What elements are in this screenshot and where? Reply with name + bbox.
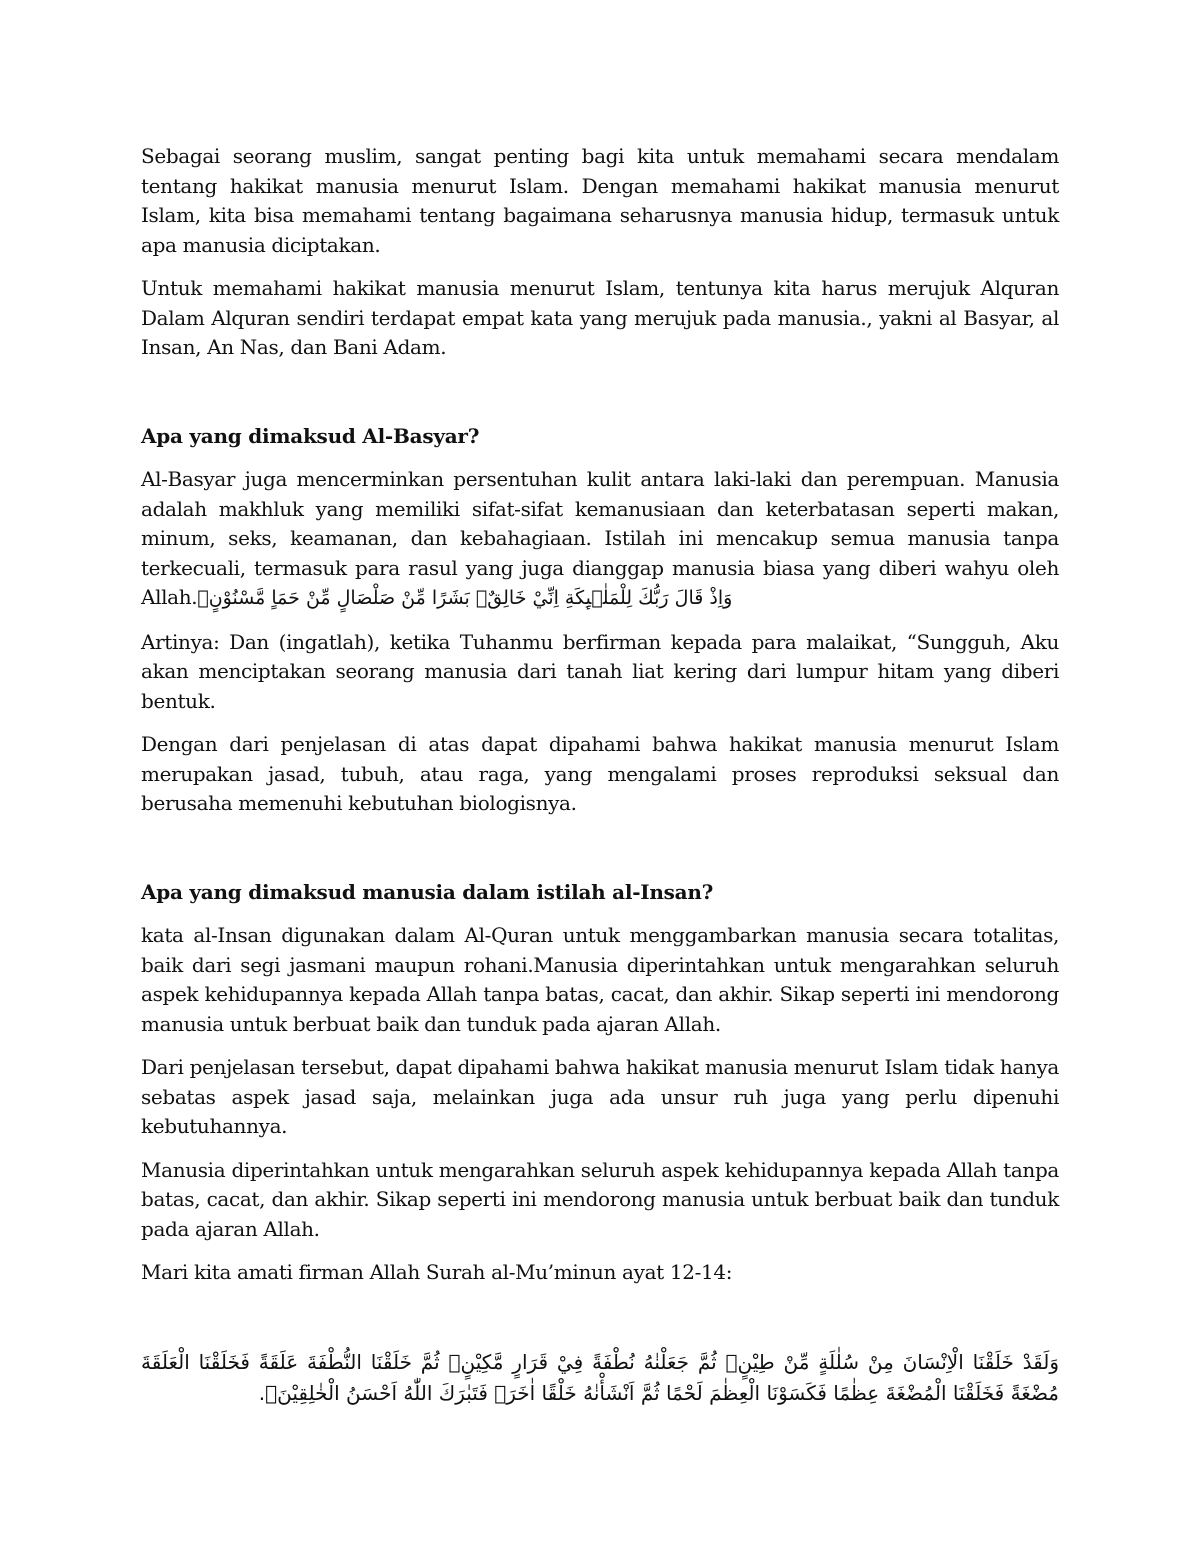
paragraph-spacer <box>141 614 1059 628</box>
al-basyar-text: Al-Basyar juga mencerminkan persentuhan kulit antara laki-laki dan perempuan. Manusia adalah makhluk yang memiliki sifat-sifat kemanusiaan dan keterbatasan seperti makan, minum, seks, keamanan, dan kebahagiaan. Istilah ini mencakup semua manusia tanpa terkecuali, termasuk para rasul yang juga dianggap manusia biasa yang diberi wahyu oleh Allah. <box>141 467 1059 609</box>
al-muminun-verse-arabic: وَلَقَدْ خَلَقْنَا الْاِنْسَانَ مِنْ سُلٰلَةٍ مِّنْ طِيْنٍۚ ثُمَّ جَعَلْنٰهُ نُطْفَةً فِيْ قَرَارٍ مَّكِيْنٍۖ ثُمَّ خَلَقْنَا النُّطْفَةَ عَلَقَةً فَخَلَقْنَا الْعَلَقَةَ مُضْغَةً فَخَلَقْنَا الْمُضْغَةَ عِظٰمًا فَكَسَوْنَا الْعِظٰمَ لَحْمًا ثُمَّ اَنْشَأْنٰهُ خَلْقًا اٰخَرَۗ فَتَبٰرَكَ اللّٰهُ اَحْسَنُ الْخٰلِقِيْنَۗ. <box>141 1349 1059 1405</box>
heading-al-insan: Apa yang dimaksud manusia dalam istilah al-Insan? <box>141 879 714 904</box>
paragraph-spacer <box>141 1039 1059 1053</box>
intro-paragraph: Sebagai seorang muslim, sangat penting bagi kita untuk memahami secara mendalam tentang hakikat manusia menurut Islam. Dengan memahami hakikat manusia menurut Islam, kita bisa memahami tentang bagaimana seharusnya manusia hidup, termasuk untuk apa manusia diciptakan. <box>141 144 1059 257</box>
alquran-terms-paragraph: Untuk memahami hakikat manusia menurut Islam, tentunya kita harus merujuk Alquran Dalam Alquran sendiri terdapat empat kata yang merujuk pada manusia., yakni al Basyar, al Insan, An Nas, dan Bani Adam. <box>141 276 1059 359</box>
al-insan-explanation-paragraph: Dari penjelasan tersebut, dapat dipahami bahwa hakikat manusia menurut Islam tidak hanya sebatas aspek jasad saja, melainkan juga ada unsur ruh juga yang perlu dipenuhi kebutuhannya. <box>141 1055 1059 1138</box>
paragraph-spacer <box>141 1142 1059 1156</box>
al-basyar-conclusion-paragraph: Dengan dari penjelasan di atas dapat dipahami bahwa hakikat manusia menurut Islam merupakan jasad, tubuh, atau raga, yang mengalami proses reproduksi seksual dan berusaha memenuhi kebutuhan biologisnya. <box>141 732 1059 815</box>
al-insan-guidance-paragraph: Manusia diperintahkan untuk mengarahkan seluruh aspek kehidupannya kepada Allah tanpa batas, cacat, dan akhir. Sikap seperti ini mendorong manusia untuk berbuat baik dan tunduk pada ajaran Allah. <box>141 1157 1059 1241</box>
document-page <box>141 142 1059 1409</box>
paragraph-spacer <box>141 716 1059 730</box>
paragraph-spacer <box>141 260 1059 274</box>
translation-paragraph: Artinya: Dan (ingatlah), ketika Tuhanmu berfirman kepada para malaikat, “Sungguh, Aku akan menciptakan seorang manusia dari tanah liat kering dari lumpur hitam yang diberi bentuk. <box>141 629 1059 713</box>
surah-reference-paragraph: Mari kita amati firman Allah Surah al-Mu’minun ayat 12-14: <box>141 1260 733 1284</box>
al-basyar-paragraph <box>141 465 1059 614</box>
paragraph-spacer <box>141 907 1059 921</box>
heading-al-basyar: Apa yang dimaksud Al-Basyar? <box>141 423 480 448</box>
section-spacer <box>141 819 1059 878</box>
section-spacer <box>141 363 1059 422</box>
paragraph-spacer <box>141 1244 1059 1258</box>
al-hijr-verse-arabic: وَاِذْ قَالَ رَبُّكَ لِلْمَلٰۤىِٕكَةِ اِنِّيْ خَالِقٌۢ بَشَرًا مِّنْ صَلْصَالٍ مِّنْ حَمَاٍ مَّسْنُوْنٍۚ <box>197 587 733 609</box>
al-insan-paragraph: kata al-Insan digunakan dalam Al-Quran untuk menggambarkan manusia secara totalitas, baik dari segi jasmani maupun rohani.Manusia diperintahkan untuk mengarahkan seluruh aspek kehidupannya kepada Allah tanpa batas, cacat, dan akhir. Sikap seperti ini mendorong manusia untuk berbuat baik dan tunduk pada ajaran Allah. <box>141 923 1059 1036</box>
paragraph-spacer <box>141 451 1059 465</box>
section-spacer <box>141 1288 1059 1347</box>
